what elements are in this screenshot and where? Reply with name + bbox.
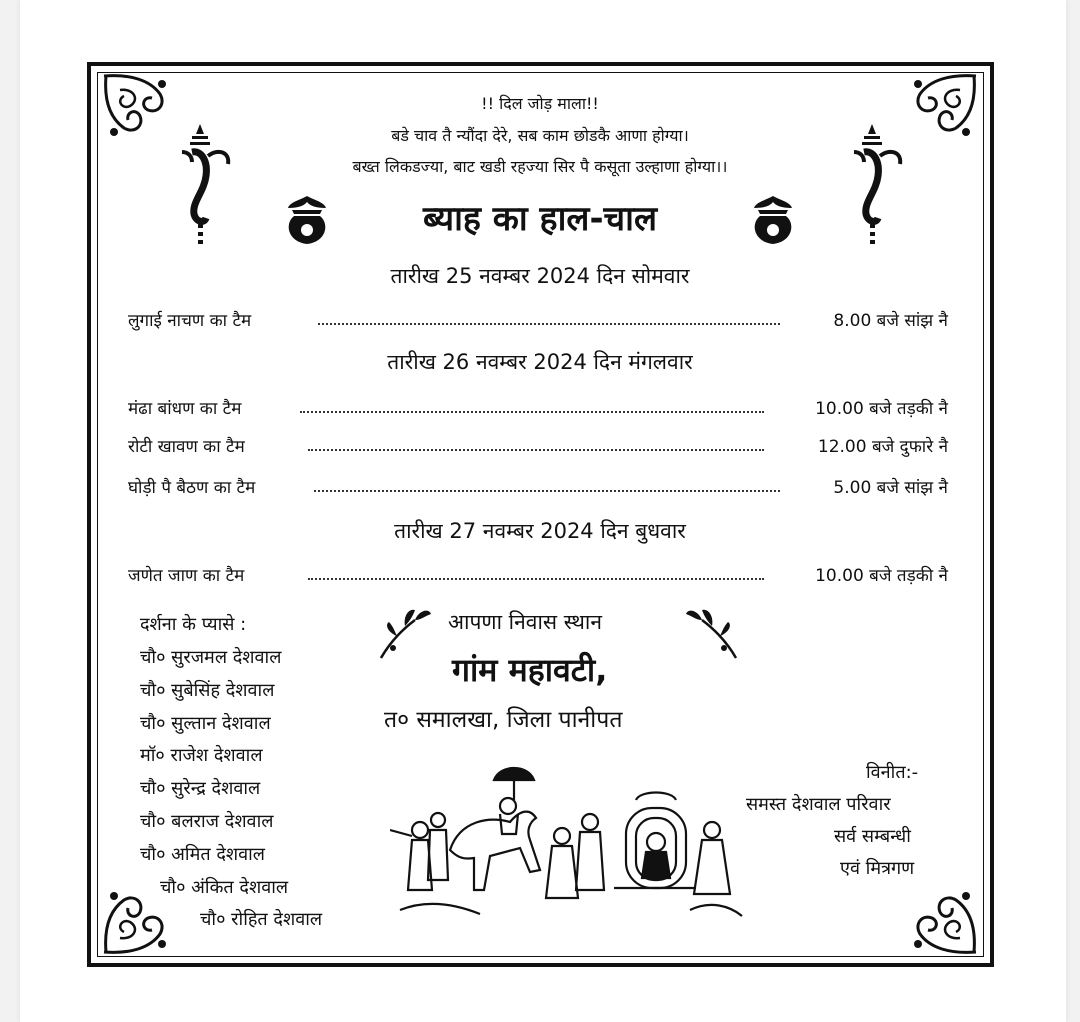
- host-name: चौ० सुरेन्द्र देशवाल: [140, 778, 261, 799]
- leader-dots: [300, 411, 764, 413]
- event-label: लुगाई नाचण का टैम: [128, 311, 252, 331]
- flower-sprig-icon: [682, 602, 742, 662]
- host-name: चौ० सुरजमल देशवाल: [140, 647, 282, 668]
- event-time: 10.00 बजे तड़की नै: [815, 566, 948, 586]
- day-heading: तारीख 27 नवम्बर 2024 दिन बुधवार: [394, 519, 686, 543]
- host-name: मॉ० राजेश देशवाल: [140, 745, 263, 766]
- card-title: ब्याह का हाल-चाल: [422, 199, 658, 239]
- header-line-1: !! दिल जोड़ माला!!: [481, 94, 599, 113]
- closing-heading: विनीत:-: [866, 762, 919, 783]
- event-row: [128, 308, 948, 334]
- leader-dots: [308, 578, 764, 580]
- event-time: 5.00 बजे सांझ नै: [833, 478, 948, 498]
- host-name: चौ० रोहित देशवाल: [200, 909, 323, 930]
- event-label: जणेत जाण का टैम: [128, 566, 245, 586]
- event-row: [128, 434, 948, 460]
- host-name: चौ० सुल्तान देशवाल: [140, 713, 271, 734]
- host-name: चौ० सुबेसिंह देशवाल: [140, 680, 275, 701]
- leader-dots: [308, 449, 764, 451]
- closing-line: समस्त देशवाल परिवार: [746, 794, 891, 815]
- leader-dots: [314, 490, 780, 492]
- closing-line: सर्व सम्बन्धी: [834, 826, 911, 847]
- event-label: घोड़ी पै बैठण का टैम: [128, 478, 256, 498]
- baraat-procession-icon: [390, 760, 750, 920]
- header-line-3: बख्त लिकडज्या, बाट खडी रहज्या सिर पै कसूता उल्हाणा होग्या।।: [352, 157, 728, 176]
- event-label: मंढा बांधण का टैम: [128, 399, 242, 419]
- event-label: रोटी खावण का टैम: [128, 437, 245, 457]
- host-name: चौ० अमित देशवाल: [140, 844, 266, 865]
- residence-heading: आपणा निवास स्थान: [448, 610, 603, 634]
- flower-sprig-icon: [375, 602, 435, 662]
- host-name: चौ० बलराज देशवाल: [140, 811, 274, 832]
- event-time: 10.00 बजे तड़की नै: [815, 399, 948, 419]
- day-heading: तारीख 25 नवम्बर 2024 दिन सोमवार: [390, 264, 690, 288]
- event-row: [128, 563, 948, 589]
- day-heading: तारीख 26 नवम्बर 2024 दिन मंगलवार: [387, 350, 693, 374]
- host-name: चौ० अंकित देशवाल: [160, 877, 289, 898]
- event-row: [128, 396, 948, 422]
- village-name: गांम महावटी,: [452, 651, 608, 689]
- event-row: [128, 475, 948, 501]
- leader-dots: [318, 323, 780, 325]
- closing-line: एवं मित्रगण: [840, 858, 915, 879]
- header-line-2: बडे चाव तै न्यौंदा देरे, सब काम छोडकै आणा होग्या।: [391, 126, 689, 145]
- event-time: 12.00 बजे दुफारे नै: [817, 437, 948, 457]
- district-line: त० समालखा, जिला पानीपत: [384, 707, 623, 733]
- hosts-heading: दर्शना के प्यासे :: [140, 614, 247, 635]
- ornament-corner-icon: [890, 888, 980, 958]
- event-time: 8.00 बजे सांझ नै: [833, 311, 948, 331]
